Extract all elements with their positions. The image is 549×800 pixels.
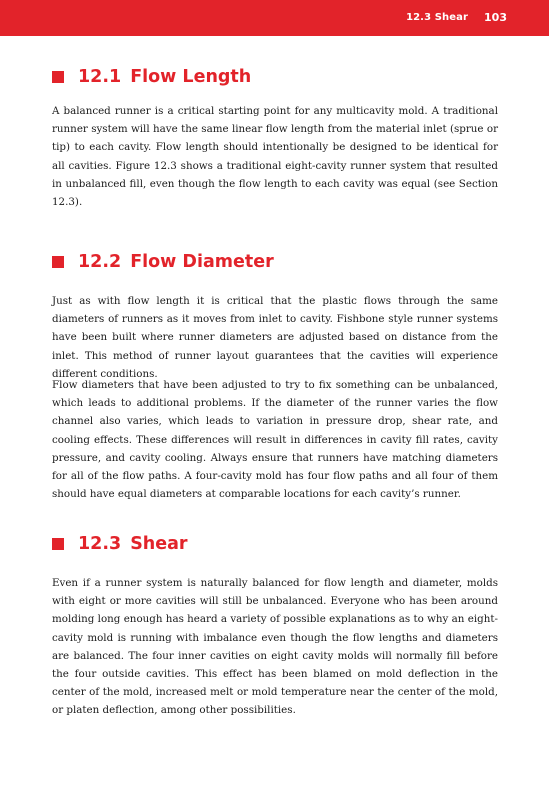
paragraph-flow-length: A balanced runner is a critical starting point for any multicavity mold. A traditional runner system will have the same linear flow length from the material inlet (sprue or tip) to each cavity. Flow length should intentionally be designed to be identical for all cavities. Figure 12.3 shows a traditional eight-cavity runner system that resulted in unbalanced fill, even though the flow length to each cavity was equal (see Section 12.3). — [52, 105, 498, 209]
running-header-section: 12.3 Shear — [406, 12, 468, 23]
section-number: 12.2 — [78, 252, 122, 272]
running-header — [0, 0, 549, 36]
page-number: 103 — [484, 11, 507, 24]
section-title: Flow Length — [130, 67, 252, 87]
paragraph-shear: Even if a runner system is naturally balanced for flow length and diameter, molds with eight or more cavities will still be unbalanced. Everyone who has been around molding long enough has heard a variety of possible explanations as to why an eight-cavity mold is running with imbalance even though the flow lengths and diameters are balanced. The four inner cavities on eight cavity molds will normally fill before the four outside cavities. This effect has been blamed on mold deflection in the center of the mold, increased melt or mold temperature near the center of the mold, or platen deflection, among other possibilities. — [52, 577, 498, 717]
section-number: 12.1 — [78, 67, 122, 87]
heading-square-icon — [52, 538, 64, 550]
heading-square-icon — [52, 71, 64, 83]
section-title: Flow Diameter — [130, 252, 274, 272]
section-heading-12-3 — [52, 534, 188, 554]
paragraph-flow-diameter-2: Flow diameters that have been adjusted to try to fix something can be unbalanced, which leads to additional problems. If the diameter of the runner varies the flow channel also varies, which leads to variation in pressure drop, shear rate, and cooling effects. These differences will result in differences in cavity fill rates, cavity pressure, and cavity cooling. Always ensure that runners have matching diameters for all of the flow paths. A four-cavity mold has four flow paths and all four of them should have equal diameters at comparable locations for each cavity’s runner. — [52, 379, 498, 501]
heading-square-icon — [52, 256, 64, 268]
paragraph-flow-diameter-1: Just as with flow length it is critical that the plastic flows through the same diameters of runners as it moves from inlet to cavity. Fishbone style runner systems have been built where runner diameters are adjusted based on distance from the inlet. This method of runner layout guarantees that the cavities will experience different conditions. — [52, 295, 498, 380]
section-heading-12-1 — [52, 67, 251, 87]
section-heading-12-2 — [52, 252, 274, 272]
section-title: Shear — [130, 534, 188, 554]
section-number: 12.3 — [78, 534, 122, 554]
